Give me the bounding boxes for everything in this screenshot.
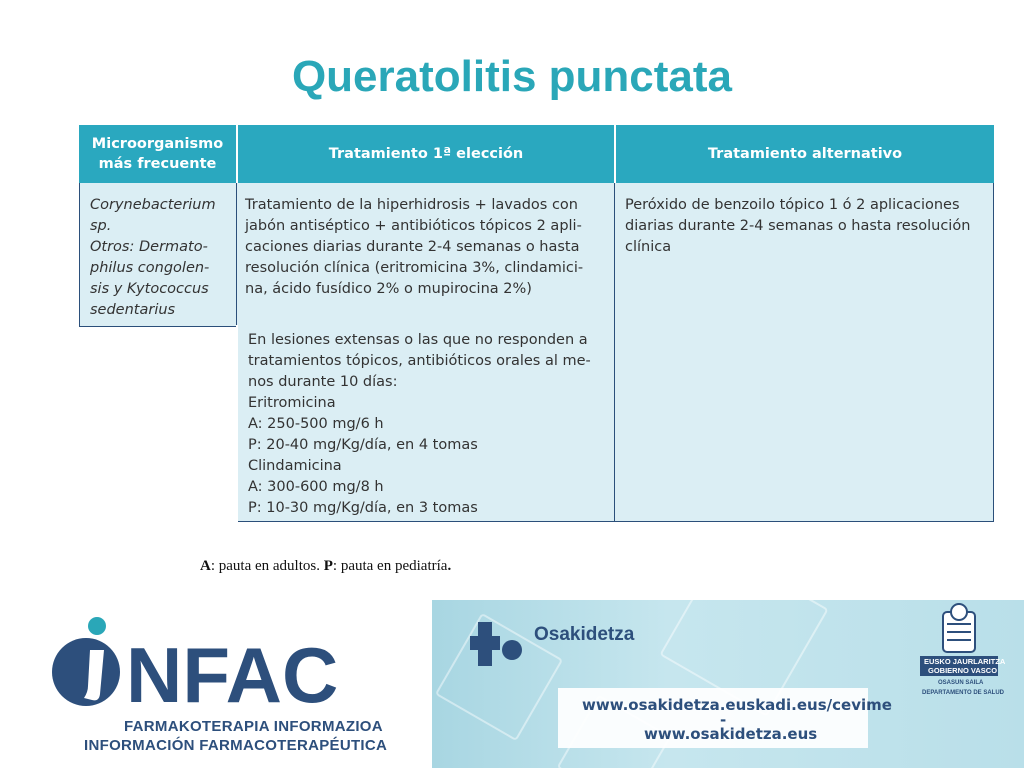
footnote-a-key: A xyxy=(200,558,211,574)
page-title: Queratolitis punctata xyxy=(291,52,733,101)
alternative-cell xyxy=(614,183,994,522)
header-alternative: Tratamiento alternativo xyxy=(614,125,994,183)
first-choice-line: Tratamiento de la hiperhidrosis + lavados con xyxy=(245,197,578,213)
osakidetza-label: Osakidetza xyxy=(534,624,635,645)
osakidetza-url[interactable]: www.osakidetza.eus xyxy=(644,725,818,743)
gov-line3: OSASUN SAILA xyxy=(938,680,984,686)
infac-logo xyxy=(44,612,374,712)
gov-line4: DEPARTAMENTO DE SALUD xyxy=(922,690,1005,696)
gov-line2: GOBIERNO VASCO xyxy=(928,666,998,675)
header-microorganism-line1: Microorganismo xyxy=(91,136,224,152)
first-choice-line: na, ácido fusídico 2% o mupirocina 2%) xyxy=(245,281,532,297)
extensive-line: P: 20-40 mg/Kg/día, en 4 tomas xyxy=(248,437,478,453)
header-microorganism xyxy=(79,125,236,183)
extensive-line: nos durante 10 días: xyxy=(248,374,398,390)
infac-line1: FARMAKOTERAPIA INFORMAZIOA xyxy=(124,718,383,735)
gov-line1: EUSKO JAURLARITZA xyxy=(924,657,1006,666)
header-first-choice: Tratamiento 1ª elección xyxy=(236,125,614,183)
osakidetza-cross-icon xyxy=(470,622,526,670)
extensive-line: Clindamicina xyxy=(248,458,342,474)
alternative-line: clínica xyxy=(625,239,672,255)
extensive-line: A: 300-600 mg/8 h xyxy=(248,479,384,495)
extensive-lesions-cell xyxy=(238,325,614,522)
extensive-line: A: 250-500 mg/6 h xyxy=(248,416,384,432)
gobierno-vasco-logo xyxy=(918,602,1006,702)
microorganism-cell xyxy=(79,183,236,327)
microorganism-line: sp. xyxy=(90,218,112,234)
alternative-line: diarias durante 2-4 semanas o hasta resolución xyxy=(625,218,971,234)
gobierno-vasco-shield-icon xyxy=(918,602,1000,656)
extensive-line: tratamientos tópicos, antibióticos orales al me- xyxy=(248,353,591,369)
first-choice-cell xyxy=(236,183,614,325)
footnote-end: . xyxy=(447,558,452,574)
footnote-p-text: : pauta en pediatría xyxy=(332,558,448,574)
footnote-p-key: P xyxy=(323,558,333,574)
alternative-line: Peróxido de benzoilo tópico 1 ó 2 aplicaciones xyxy=(625,197,960,213)
microorganism-line: philus congolen- xyxy=(90,260,210,276)
header-microorganism-line2: más frecuente xyxy=(98,156,217,172)
first-choice-line: caciones diarias durante 2-4 semanas o hasta xyxy=(245,239,580,255)
extensive-line: En lesiones extensas o las que no responden a xyxy=(248,332,588,348)
cevime-url[interactable]: www.osakidetza.euskadi.eus/cevime xyxy=(582,696,892,714)
infac-logo-text: NFAC xyxy=(126,631,339,712)
first-choice-line: resolución clínica (eritromicina 3%, clindamici- xyxy=(245,260,584,276)
footnote xyxy=(200,558,451,575)
footnote-a-text: : pauta en adultos. xyxy=(210,558,324,574)
microorganism-line: sis y Kytococcus xyxy=(90,281,209,297)
extensive-line: Eritromicina xyxy=(248,395,336,411)
extensive-line: P: 10-30 mg/Kg/día, en 3 tomas xyxy=(248,500,478,516)
infac-line2: INFORMACIÓN FARMACOTERAPÉUTICA xyxy=(84,737,388,754)
microorganism-line: Corynebacterium xyxy=(90,197,216,213)
url-separator: - xyxy=(720,711,727,729)
microorganism-line: Otros: Dermato- xyxy=(90,239,208,255)
microorganism-line: sedentarius xyxy=(90,302,176,318)
first-choice-line: jabón antiséptico + antibióticos tópicos 2 apli- xyxy=(245,218,582,234)
